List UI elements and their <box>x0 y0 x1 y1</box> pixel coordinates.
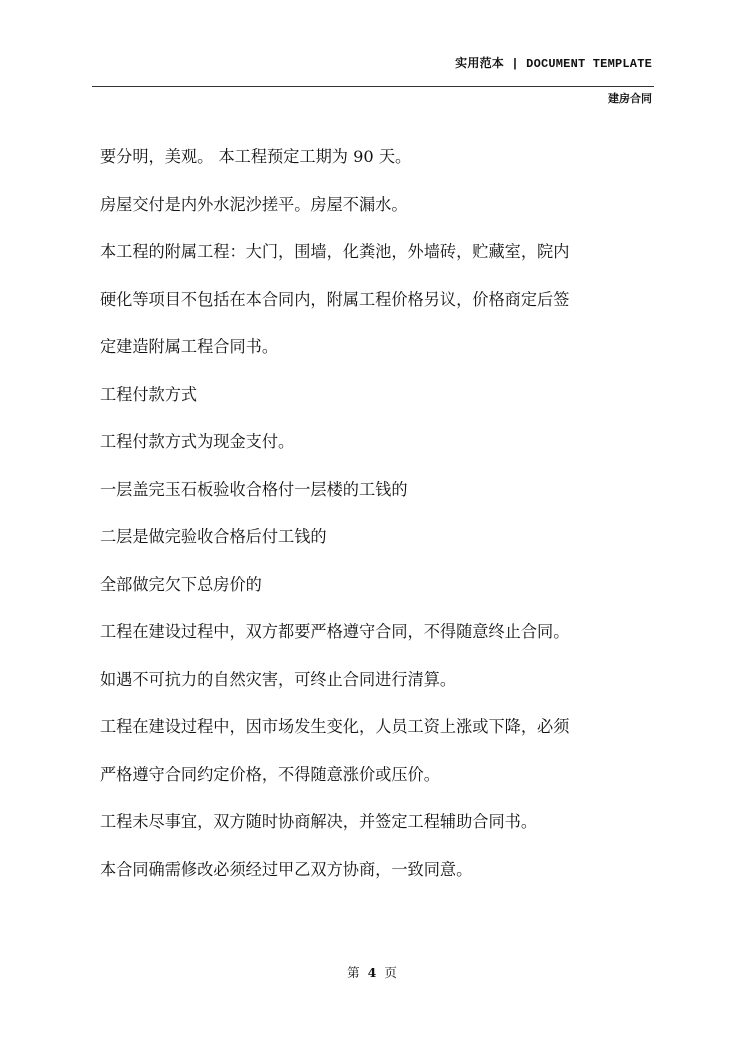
body-line: 硬化等项目不包括在本合同内，附属工程价格另议，价格商定后签 <box>100 289 570 309</box>
body-line: 工程在建设过程中，因市场发生变化，人员工资上涨或下降，必须 <box>100 717 570 736</box>
body-line: 本工程的附属工程：大门，围墙，化粪池，外墙砖，贮藏室，院内 <box>100 242 570 261</box>
body-line: 工程在建设过程中，双方都要严格遵守合同，不得随意终止合同。 <box>100 622 570 641</box>
body-line: 本合同确需修改必须经过甲乙双方协商，一致同意。 <box>100 859 473 879</box>
body-line: 工程付款方式为现金支付。 <box>100 432 295 451</box>
header-title: 实用范本 | DOCUMENT TEMPLATE <box>455 57 652 71</box>
body-line: 一层盖完玉石板验收合格付一层楼的工钱的 <box>100 479 408 499</box>
footer-prefix: 第 <box>347 965 360 980</box>
body-line: 严格遵守合同约定价格，不得随意涨价或压价。 <box>100 764 440 784</box>
body-line: 全部做完欠下总房价的 <box>100 574 262 594</box>
header-subtitle: 建房合同 <box>608 92 652 105</box>
footer-suffix: 页 <box>384 965 397 980</box>
body-line: 要分明，美观。 本工程预定工期为 90 天。 <box>100 147 412 166</box>
page-header <box>92 52 654 87</box>
section-heading: 工程付款方式 <box>100 384 198 404</box>
body-line: 工程未尽事宜，双方随时协商解决，并签定工程辅助合同书。 <box>100 812 538 831</box>
body-line: 房屋交付是内外水泥沙搓平。房屋不漏水。 <box>100 194 408 214</box>
page-footer <box>0 963 744 981</box>
body-line: 如遇不可抗力的自然灾害，可终止合同进行清算。 <box>100 669 457 689</box>
body-line: 二层是做完验收合格后付工钱的 <box>100 527 327 546</box>
page-number: 4 <box>367 965 377 980</box>
document-body <box>100 137 660 897</box>
body-line: 定建造附属工程合同书。 <box>100 337 279 356</box>
